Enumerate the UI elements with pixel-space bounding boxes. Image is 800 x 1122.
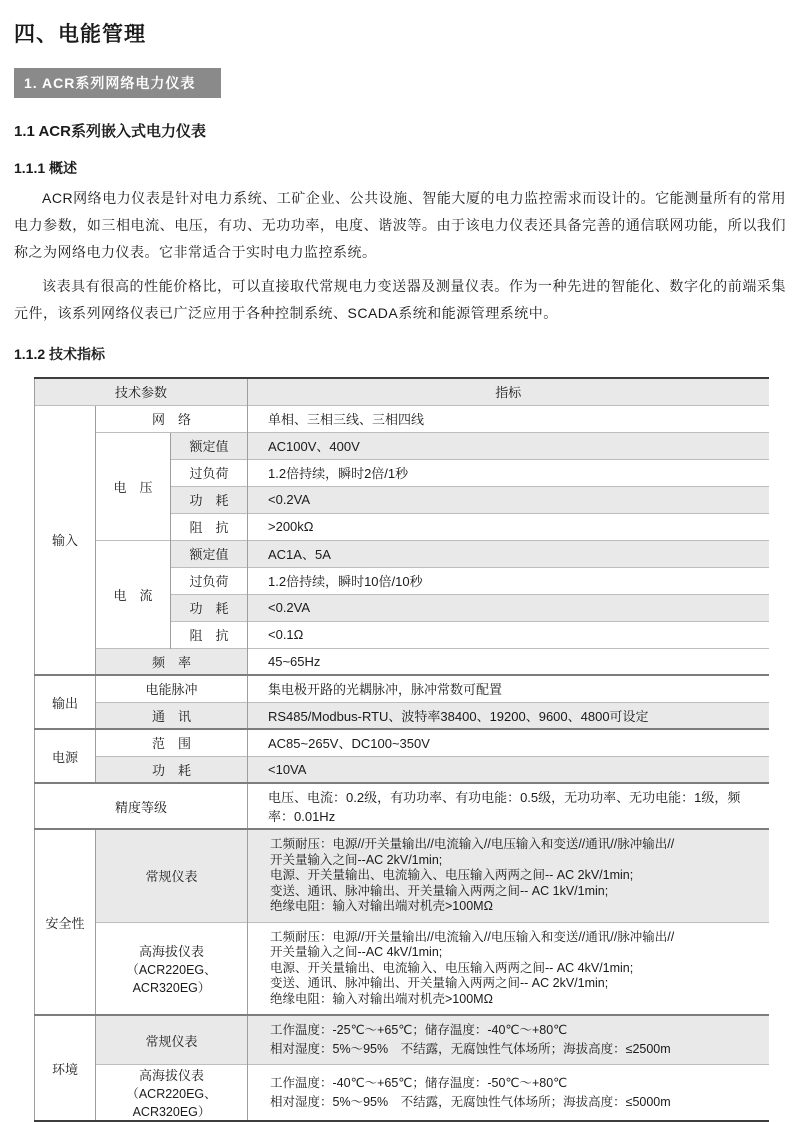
value-communication: RS485/Modbus-RTU、波特率38400、19200、9600、4800可设定 [248,702,769,729]
value-current-consumption: <0.2VA [248,594,769,621]
safety-normal-line: 电源、开关量输出、电流输入、电压输入两两之间-- AC 2kV/1min; [270,868,634,882]
safety-highaltitude-line: 绝缘电阻：输入对输出端对机壳>100MΩ [270,991,493,1006]
col-header-indicator: 指标 [248,378,769,405]
value-current-overload: 1.2倍持续，瞬时10倍/10秒 [248,567,769,594]
safety-normal-label: 常规仪表 [145,869,198,885]
safety-highaltitude-line: 变送、通讯、脉冲输出、开关量输入两两之间-- AC 2kV/1min; [270,976,609,990]
value-env-highaltitude [248,1065,769,1122]
safety-normal-line: 工频耐压：电源//开关量输出//电流输入//电压输入和变送//通讯//脉冲输出// [270,837,675,851]
row-label-current-rated: 额定值 [171,540,248,567]
value-accuracy: 电压、电流：0.2级，有功功率、有功电能：0.5级，无功功率、无功电能：1级，频率：0.01Hz [248,783,769,829]
section-label-output: 输出 [35,675,96,729]
group-label-current: 电 流 [96,540,171,648]
value-energy-pulse: 集电极开路的光耦脉冲，脉冲常数可配置 [248,675,769,702]
row-label-env-highaltitude [96,1065,248,1122]
row-label-network: 网 络 [96,405,248,432]
row-label-voltage-overload: 过负荷 [171,459,248,486]
row-label-voltage-rated: 额定值 [171,432,248,459]
value-voltage-overload: 1.2倍持续，瞬时2倍/1秒 [248,459,769,486]
row-label-env-normal [96,1015,248,1065]
row-label-safety-normal [96,829,248,922]
value-current-impedance: <0.1Ω [248,621,769,648]
value-safety-normal [248,829,769,922]
safety-highaltitude-label: 高海拔仪表 [138,943,204,959]
safety-normal-line: 绝缘电阻：输入对输出端对机壳>100MΩ [270,899,493,913]
value-frequency: 45~65Hz [248,648,769,675]
row-label-energy-pulse: 电能脉冲 [96,675,248,702]
page-title: 四、电能管理 [14,23,146,46]
safety-normal-line: 开关量输入之间--AC 2kV/1min; [270,852,443,867]
value-power-consumption: <10VA [248,756,769,783]
row-label-frequency: 频 率 [96,648,248,675]
row-label-accuracy: 精度等级 [35,783,248,829]
value-env-normal [248,1015,769,1065]
col-header-param: 技术参数 [35,378,248,405]
value-voltage-consumption: <0.2VA [248,486,769,513]
value-safety-highaltitude [248,922,769,1015]
section-label-environment: 环境 [35,1015,96,1121]
env-highaltitude-line: 工作温度：-40℃～+65℃；储存温度：-50℃～+80℃ [270,1075,568,1090]
value-power-range: AC85~265V、DC100~350V [248,729,769,756]
specs-heading: 1.1.2 技术指标 [14,346,106,362]
env-normal-label: 常规仪表 [145,1033,198,1049]
overview-paragraph-2: 该表具有很高的性能价格比，可以直接取代常规电力变送器及测量仪表。作为一种先进的智能化、数字化的前端采集元件，该系列网络仪表已广泛应用于各种控制系统、SCADA系统和能源管理系统中。 [14,278,786,321]
env-normal-line: 工作温度：-25℃～+65℃；储存温度：-40℃～+80℃ [270,1023,568,1037]
row-label-current-consumption: 功 耗 [171,594,248,621]
row-label-power-range: 范 围 [96,729,248,756]
value-voltage-impedance: >200kΩ [248,513,769,540]
value-voltage-rated: AC100V、400V [248,432,769,459]
env-highaltitude-models: （ACR220EG、ACR320EG） [126,1087,217,1119]
group-label-voltage: 电 压 [96,432,171,540]
safety-highaltitude-line: 开关量输入之间--AC 4kV/1min; [270,945,443,959]
row-label-voltage-impedance: 阻 抗 [171,513,248,540]
env-highaltitude-line: 相对湿度：5%～95% 不结露，无腐蚀性气体场所；海拔高度：≤5000m [270,1094,671,1109]
row-label-voltage-consumption: 功 耗 [171,486,248,513]
overview-heading: 1.1.1 概述 [14,160,78,176]
section-label-power: 电源 [35,729,96,783]
row-label-current-impedance: 阻 抗 [171,621,248,648]
overview-paragraph-1: ACR网络电力仪表是针对电力系统、工矿企业、公共设施、智能大厦的电力监控需求而设计的。它能测量所有的常用电力参数，如三相电流、电压，有功、无功功率，电度、谐波等。由于该电力仪表还具备完善的通信联网功能，所以我们称之为网络电力仪表。它非常适合于实时电力监控系统。 [14,190,786,260]
safety-highaltitude-line: 工频耐压：电源//开关量输出//电流输入//电压输入和变送//通讯//脉冲输出// [270,929,675,944]
env-highaltitude-label: 高海拔仪表 [138,1068,204,1083]
value-network: 单相、三相三线、三相四线 [248,405,769,432]
section-label-input: 输入 [35,405,96,675]
specs-table [34,377,769,1122]
section-heading: 1.1 ACR系列嵌入式电力仪表 [14,123,206,140]
row-label-communication: 通 讯 [96,702,248,729]
row-label-power-consumption: 功 耗 [96,756,248,783]
safety-highaltitude-line: 电源、开关量输出、电流输入、电压输入两两之间-- AC 4kV/1min; [270,960,634,975]
safety-normal-line: 变送、通讯、脉冲输出、开关量输入两两之间-- AC 1kV/1min; [270,883,609,898]
env-normal-line: 相对湿度：5%～95% 不结露，无腐蚀性气体场所；海拔高度：≤2500m [270,1042,671,1056]
safety-highaltitude-models: （ACR220EG、ACR320EG） [126,962,217,995]
row-label-current-overload: 过负荷 [171,567,248,594]
row-label-safety-highaltitude [96,922,248,1015]
value-current-rated: AC1A、5A [248,540,769,567]
series-banner: 1. ACR系列网络电力仪表 [14,68,221,98]
section-label-safety: 安全性 [35,829,96,1015]
